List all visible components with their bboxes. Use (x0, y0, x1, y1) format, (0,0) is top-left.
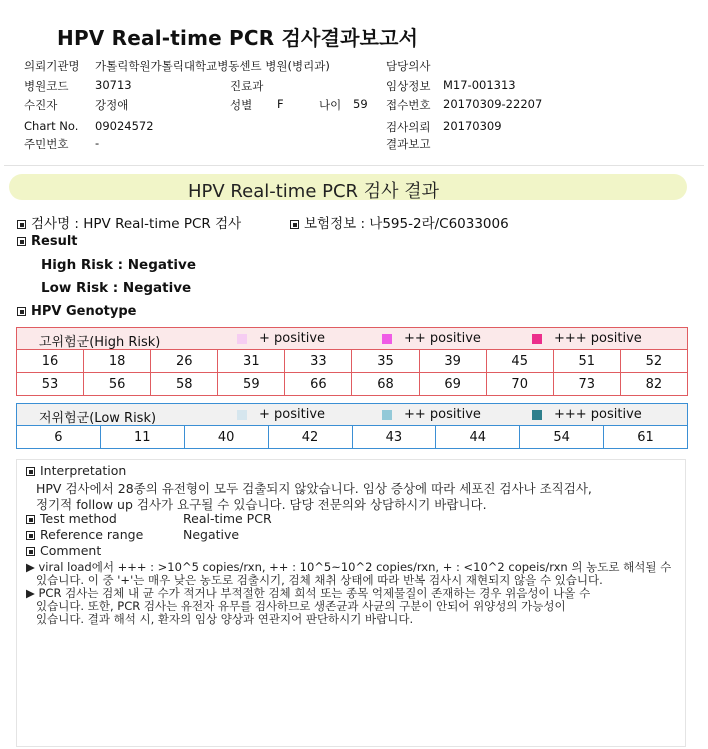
plus-plus-legend-text: ++ positive (404, 331, 481, 346)
insurance-info: 보험정보 : 나595-2라/C6033006 (304, 216, 509, 232)
genotype-cell: 40 (184, 426, 268, 449)
bullet-square-icon (26, 547, 35, 556)
genotype-cell: 56 (84, 373, 151, 396)
high-risk-legend (16, 327, 688, 349)
genotype-row (17, 426, 688, 449)
plus-plus-legend-text: ++ positive (404, 407, 481, 422)
plus-plus-swatch (382, 334, 392, 344)
attending-label: 담당의사 (386, 59, 431, 73)
high-risk-genotype-table (16, 349, 688, 396)
age-label: 나이 (319, 98, 342, 112)
results-banner-title: HPV Real-time PCR 검사 결과 (188, 181, 440, 202)
genotype-cell: 31 (218, 350, 285, 373)
high-risk-value: : Negative (117, 257, 197, 273)
genotype-row (17, 350, 688, 373)
age-value: 59 (353, 97, 368, 111)
institution-label: 의뢰기관명 (24, 59, 80, 73)
result-heading: Result (31, 234, 78, 249)
genotype-cell: 39 (419, 350, 486, 373)
genotype-cell: 6 (17, 426, 101, 449)
plus-legend-text: + positive (259, 331, 326, 346)
genotype-cell: 54 (520, 426, 604, 449)
test-method-label: Test method (40, 511, 117, 526)
genotype-cell: 35 (352, 350, 419, 373)
examinee-value: 강정애 (95, 98, 129, 112)
request-value: 20170309 (443, 119, 502, 133)
plus-plus-plus-legend-text: +++ positive (554, 331, 642, 346)
bullet-square-icon (26, 467, 35, 476)
report-title: HPV Real-time PCR 검사결과보고서 (57, 26, 419, 50)
bullet-square-icon (17, 307, 26, 316)
plus-plus-swatch (382, 410, 392, 420)
institution-value: 가톨릭학원가톨릭대학교병동센트 병원(병리과) (95, 59, 330, 73)
genotype-cell: 69 (419, 373, 486, 396)
genotype-cell: 53 (17, 373, 84, 396)
low-risk-label: Low Risk (41, 280, 109, 296)
comment-label: Comment (40, 543, 102, 558)
test-method-value: Real-time PCR (183, 511, 272, 526)
genotype-cell: 44 (436, 426, 520, 449)
genotype-cell: 11 (100, 426, 184, 449)
high-risk-result (41, 257, 196, 273)
genotype-cell: 73 (553, 373, 620, 396)
test-name-row (17, 212, 241, 232)
comment-2-line-3: 있습니다. 결과 해석 시, 환자의 임상 양상과 연관지어 판단하시기 바랍니다. (36, 612, 414, 626)
rrn-label: 주민번호 (24, 137, 69, 151)
chart-value: 09024572 (95, 119, 154, 133)
genotype-cell: 18 (84, 350, 151, 373)
genotype-cell: 68 (352, 373, 419, 396)
plus-swatch (237, 334, 247, 344)
clinical-info-value: M17-001313 (443, 78, 516, 92)
low-risk-legend (16, 403, 688, 425)
result-heading-row (17, 234, 78, 249)
reference-range-label: Reference range (40, 527, 144, 542)
low-risk-genotype-table (16, 425, 688, 449)
genotype-cell: 61 (604, 426, 688, 449)
interpretation-heading: Interpretation (40, 463, 127, 478)
plus-plus-plus-legend-text: +++ positive (554, 407, 642, 422)
insurance-row (290, 212, 509, 232)
high-risk-label: High Risk (41, 257, 113, 273)
clinical-info-label: 임상정보 (386, 79, 431, 93)
genotype-cell: 82 (620, 373, 687, 396)
plus-legend-text: + positive (259, 407, 326, 422)
low-risk-result (41, 280, 191, 296)
reference-range-value: Negative (183, 527, 240, 542)
bullet-square-icon (290, 220, 299, 229)
test-name: 검사명 : HPV Real-time PCR 검사 (31, 216, 242, 232)
genotype-cell: 26 (151, 350, 218, 373)
low-risk-table-label: 저위험군(Low Risk) (39, 411, 157, 426)
result-report-label: 결과보고 (386, 137, 431, 151)
comment-row (26, 543, 101, 558)
genotype-cell: 43 (352, 426, 436, 449)
high-risk-table-label: 고위험군(High Risk) (39, 335, 161, 350)
rrn-value: - (95, 136, 100, 150)
genotype-cell: 59 (218, 373, 285, 396)
reference-range-row (26, 527, 143, 542)
comment-2-line-2: 있습니다. 또한, PCR 검사는 유전자 유무를 검사하므로 생존균과 사균의 구분이 안되어 위양성의 가능성이 (36, 599, 566, 613)
hospital-code-value: 30713 (95, 78, 132, 92)
low-risk-value: : Negative (112, 280, 192, 296)
interpretation-heading-row (26, 463, 126, 478)
hospital-code-label: 병원코드 (24, 79, 69, 93)
bullet-square-icon (26, 515, 35, 524)
genotype-row (17, 373, 688, 396)
genotype-cell: 42 (268, 426, 352, 449)
interpretation-text-line-1: HPV 검사에서 28종의 유전형이 모두 검출되지 않았습니다. 임상 증상에 따라 세포진 검사나 조직검사, (36, 481, 592, 496)
comment-1-line-1: ▶ viral load에서 +++ : >10^5 copies/rxn, ++ : 10^5~10^2 copies/rxn, + : <10^2 copeis/rxn 의 농도로 해석될 수 (26, 560, 672, 574)
receipt-label: 접수번호 (386, 98, 431, 112)
bullet-square-icon (17, 237, 26, 246)
genotype-cell: 45 (486, 350, 553, 373)
receipt-value: 20170309-22207 (443, 97, 543, 111)
genotype-cell: 52 (620, 350, 687, 373)
genotype-cell: 16 (17, 350, 84, 373)
sex-value: F (277, 97, 284, 111)
plus-swatch (237, 410, 247, 420)
plus-plus-plus-swatch (532, 410, 542, 420)
genotype-cell: 66 (285, 373, 352, 396)
interpretation-text-line-2: 정기적 follow up 검사가 요구될 수 있습니다. 담당 전문의와 상담하시기 바랍니다. (36, 497, 487, 512)
sex-label: 성별 (230, 98, 253, 112)
header-divider (4, 165, 704, 166)
dept-label: 진료과 (230, 79, 264, 93)
genotype-cell: 33 (285, 350, 352, 373)
request-label: 검사의뢰 (386, 120, 431, 134)
bullet-square-icon (17, 220, 26, 229)
genotype-heading-row (17, 304, 136, 319)
comment-1-line-2: 있습니다. 이 중 '+'는 매우 낮은 농도로 검출시기, 검체 채취 상태에 따라 반복 검사시 재현되지 않을 수 있습니다. (36, 573, 603, 587)
plus-plus-plus-swatch (532, 334, 542, 344)
genotype-cell: 58 (151, 373, 218, 396)
genotype-heading: HPV Genotype (31, 304, 137, 319)
test-method-row (26, 511, 117, 526)
genotype-cell: 51 (553, 350, 620, 373)
genotype-cell: 70 (486, 373, 553, 396)
bullet-square-icon (26, 531, 35, 540)
chart-label: Chart No. (24, 119, 79, 133)
comment-2-line-1: ▶ PCR 검사는 검체 내 균 수가 적거나 부적절한 검체 희석 또는 종목 억제물질이 존재하는 경우 위음성이 나올 수 (26, 586, 591, 600)
examinee-label: 수진자 (24, 98, 58, 112)
